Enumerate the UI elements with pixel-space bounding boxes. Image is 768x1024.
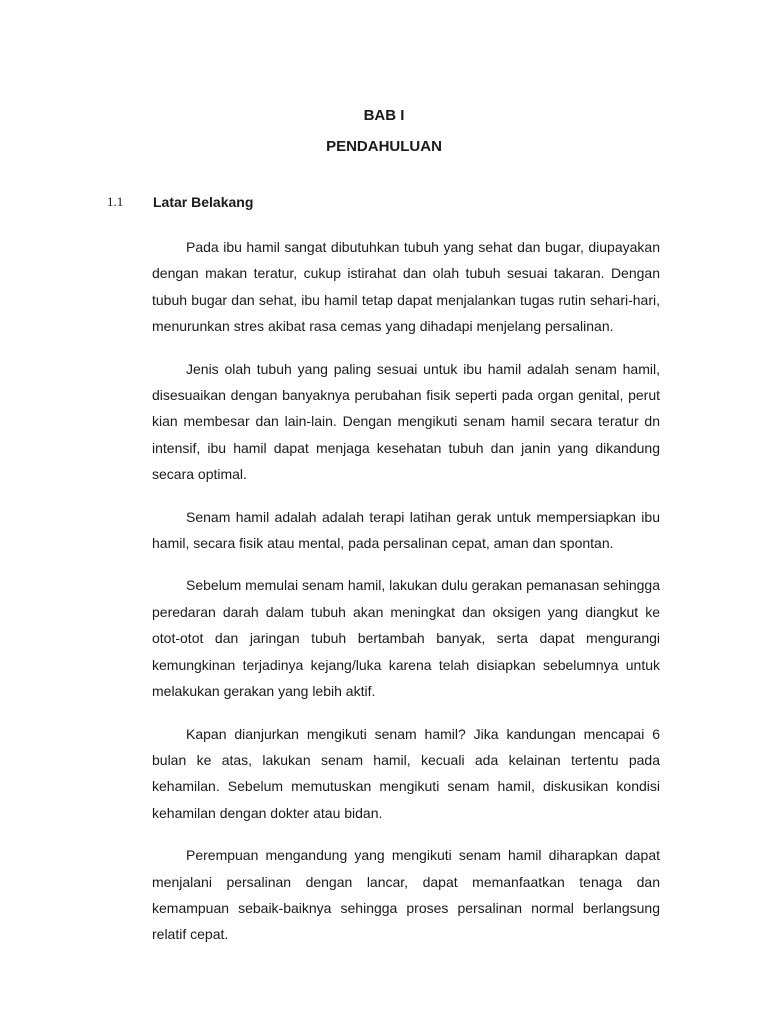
paragraph-5: Kapan dianjurkan mengikuti senam hamil? Jika kandungan mencapai 6 bulan ke atas, lakukan senam hamil, kecuali ada kelainan tertentu pada kehamilan. Sebelum memutuskan mengikuti senam hamil, diskusikan kondisi kehamilan dengan dokter atau bidan. (152, 725, 660, 821)
paragraph-2: Jenis olah tubuh yang paling sesuai untuk ibu hamil adalah senam hamil, disesuaikan dengan banyaknya perubahan fisik seperti pada organ genital, perut kian membesar dan lain-lain. Dengan mengikuti senam hamil secara teratur dn intensif, ibu hamil dapat menjaga kesehatan tubuh dan janin yang dikandung secara optimal. (152, 360, 660, 483)
section-number: 1.1 (107, 194, 124, 209)
paragraph-1: Pada ibu hamil sangat dibutuhkan tubuh yang sehat dan bugar, diupayakan dengan makan teratur, cukup istirahat dan olah tubuh sesuai takaran. Dengan tubuh bugar dan sehat, ibu hamil tetap dapat menjalankan tugas rutin sehari-hari, menurunkan stres akibat rasa cemas yang dihadapi menjelang persalinan. (152, 239, 660, 335)
paragraph-4: Sebelum memulai senam hamil, lakukan dulu gerakan pemanasan sehingga peredaran darah dalam tubuh akan meningkat dan oksigen yang diangkut ke otot-otot dan jaringan tubuh bertambah banyak, serta dapat mengurangi kemungkinan terjadinya kejang/luka karena telah disiapkan sebelumnya untuk melakukan gerakan yang lebih aktif. (152, 577, 660, 700)
chapter-label: BAB I (363, 107, 405, 124)
chapter-title: PENDAHULUAN (326, 138, 442, 155)
paragraph-6: Perempuan mengandung yang mengikuti senam hamil diharapkan dapat menjalani persalinan dengan lancar, dapat memanfaatkan tenaga dan kemampuan sebaik-baiknya sehingga proses persalinan normal berlangsung relatif cepat. (152, 847, 660, 943)
body-text (152, 234, 660, 964)
paragraph-3: Senam hamil adalah adalah terapi latihan gerak untuk mempersiapkan ibu hamil, secara fisik atau mental, pada persalinan cepat, aman dan spontan. (152, 508, 660, 552)
section-title: Latar Belakang (153, 194, 254, 210)
